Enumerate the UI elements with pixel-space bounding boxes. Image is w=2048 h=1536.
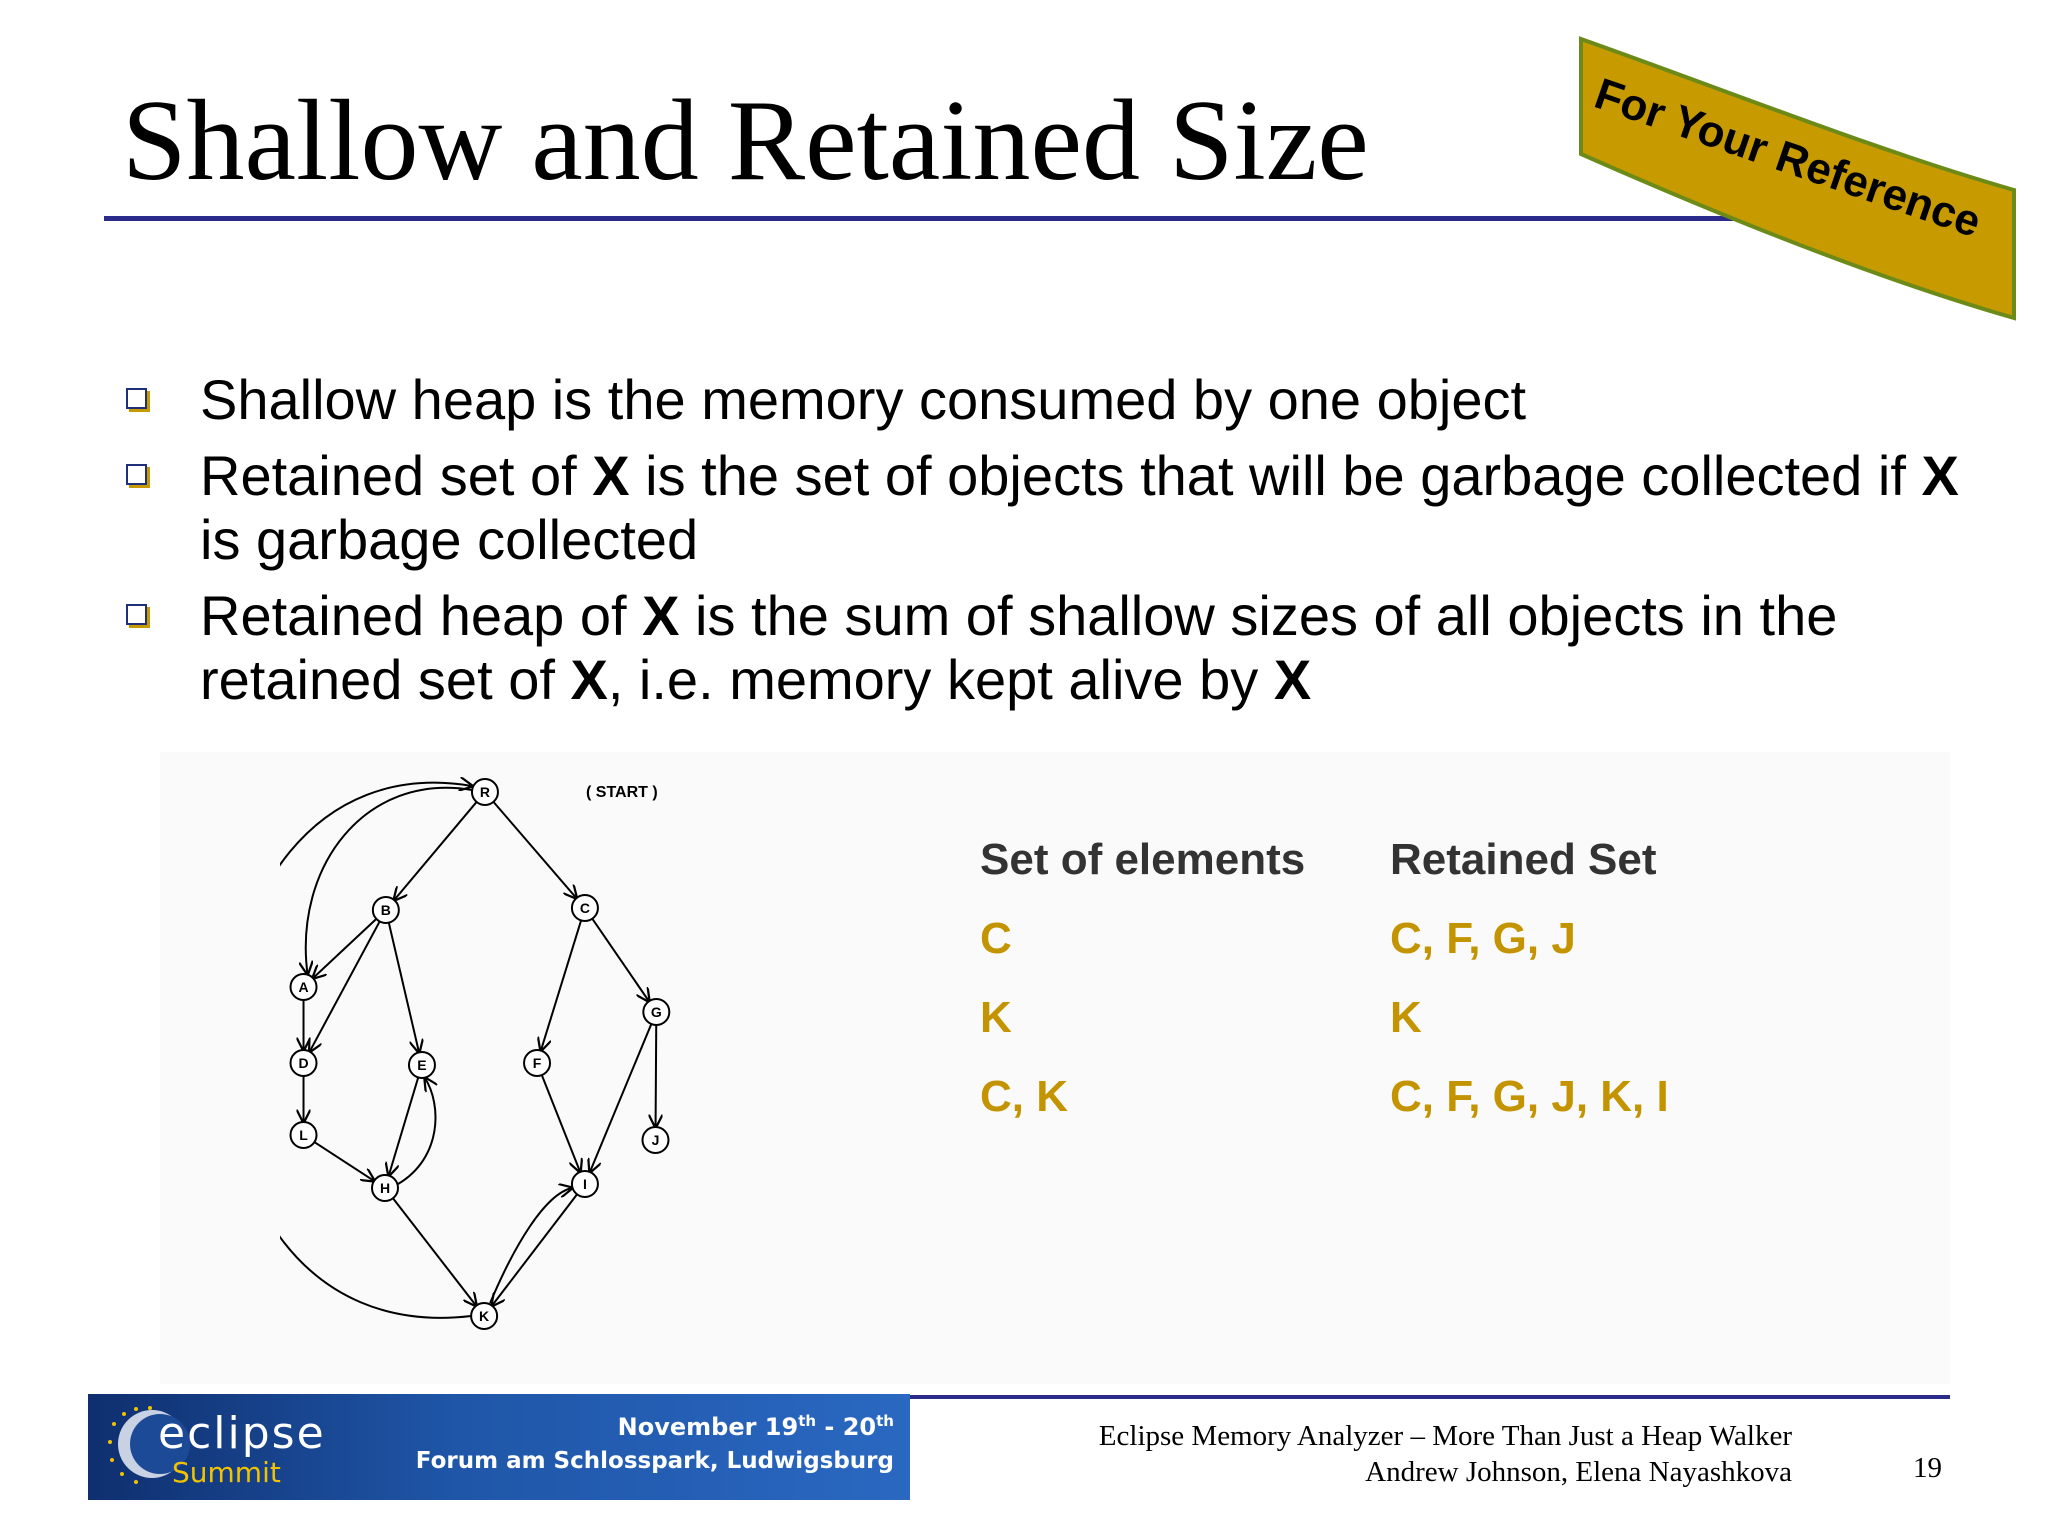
- bullet-text: Retained heap of: [200, 584, 643, 647]
- bullet-list: [120, 368, 2000, 724]
- graph-node-C: [572, 895, 598, 921]
- graph-node-label: F: [532, 1055, 542, 1071]
- graph-edge-K-I: [490, 1188, 572, 1303]
- graph-edge-E-H: [389, 1077, 418, 1175]
- start-label: ( START ): [586, 784, 658, 801]
- graph-edge-C-G: [592, 919, 649, 1002]
- for-your-reference-banner: [1578, 36, 2018, 322]
- bullet-item: [120, 444, 2000, 572]
- graph-edge-R-A: [306, 788, 472, 974]
- conference-date: November 19th - 20th: [617, 1412, 894, 1441]
- summit-wordmark: Summit: [172, 1456, 281, 1489]
- bullet-square-icon: [126, 604, 147, 625]
- graph-node-label: H: [379, 1180, 391, 1196]
- bullet-text: is the set of objects that will be garbage collected if: [629, 444, 1922, 507]
- graph-edge-R-C: [493, 802, 576, 898]
- eclipse-wordmark: eclipse: [158, 1408, 326, 1459]
- graph-node-label: D: [298, 1055, 309, 1071]
- table-cell-elements: K: [980, 992, 1012, 1042]
- graph-node-label: A: [298, 979, 309, 995]
- graph-node-label: J: [651, 1132, 660, 1148]
- bullet-item: [120, 368, 2000, 432]
- graph-node-F: [524, 1050, 550, 1076]
- graph-node-R: [472, 779, 498, 805]
- table-cell-retained: C, F, G, J, K, I: [1390, 1071, 1669, 1121]
- table-cell-elements: C: [980, 913, 1012, 963]
- graph-edge-H-K: [393, 1198, 476, 1305]
- talk-title: Eclipse Memory Analyzer – More Than Just a Heap Walker: [1098, 1420, 1792, 1452]
- graph-edge-F-I: [542, 1075, 580, 1172]
- graph-node-label: E: [417, 1057, 427, 1073]
- graph-edge-H-E: [398, 1078, 435, 1184]
- graph-node-K: [471, 1303, 497, 1329]
- bullet-text: is garbage collected: [200, 508, 699, 571]
- table-header-row: [980, 820, 1669, 899]
- graph-node-label: B: [380, 902, 391, 918]
- footer-credits: [1099, 1418, 1792, 1490]
- bullet-text: X: [592, 444, 630, 507]
- graph-node-label: I: [582, 1176, 587, 1192]
- graph-edge-R-B: [394, 802, 476, 900]
- table-cell-retained: K: [1390, 992, 1422, 1042]
- graph-edge-L-H: [314, 1142, 374, 1181]
- graph-node-E: [409, 1052, 435, 1078]
- banner-text: For Your Reference: [1588, 69, 1987, 248]
- graph-node-H: [372, 1175, 398, 1201]
- bullet-text: , i.e. memory kept alive by: [607, 648, 1274, 711]
- graph-node-label: L: [299, 1127, 308, 1143]
- graph-node-label: K: [479, 1308, 490, 1324]
- table-cell-retained: C, F, G, J: [1390, 913, 1576, 963]
- header-retained-set: Retained Set: [1390, 834, 1657, 884]
- graph-node-label: R: [479, 784, 491, 800]
- graph-node-B: [373, 897, 399, 923]
- bullet-text: X: [570, 648, 608, 711]
- authors: Andrew Johnson, Elena Nayashkova: [1365, 1456, 1792, 1488]
- bullet-text: is the sum of shallow sizes of all objects in the retained set of: [200, 584, 1838, 711]
- graph-edge-G-I: [590, 1024, 651, 1172]
- title-underline: [104, 216, 1794, 221]
- bullet-text: X: [642, 584, 680, 647]
- eclipse-summit-banner: [88, 1394, 910, 1500]
- bullet-text: X: [1273, 648, 1312, 711]
- slide-title: Shallow and Retained Size: [122, 77, 1369, 205]
- graph-node-label: G: [650, 1004, 662, 1020]
- footer-rule: [910, 1395, 1950, 1399]
- graph-node-L: [291, 1122, 317, 1148]
- graph-node-label: C: [579, 900, 590, 916]
- graph-node-A: [291, 974, 317, 1000]
- bullet-text: Shallow heap is the memory consumed by one object: [200, 368, 1527, 431]
- graph-node-D: [291, 1050, 317, 1076]
- table-cell-elements: C, K: [980, 1071, 1068, 1121]
- bullet-text: Retained set of: [200, 444, 593, 507]
- table-row: [980, 899, 1669, 978]
- object-graph: [280, 768, 700, 1344]
- header-set-of-elements: Set of elements: [980, 834, 1306, 884]
- bullet-text: X: [1921, 444, 1959, 507]
- table-row: [980, 978, 1669, 1057]
- conference-venue: Forum am Schlosspark, Ludwigsburg: [415, 1448, 894, 1474]
- table-row: [980, 1057, 1669, 1136]
- graph-edge-B-D: [310, 921, 380, 1051]
- graph-node-I: [572, 1171, 598, 1197]
- bullet-square-icon: [126, 464, 147, 485]
- page-number: 19: [1913, 1452, 1942, 1484]
- bullet-item: [120, 584, 2000, 712]
- graph-node-J: [642, 1127, 668, 1153]
- graph-edge-G-J: [656, 1025, 657, 1127]
- graph-edge-I-K: [492, 1194, 577, 1305]
- retained-set-table: [980, 820, 1669, 1136]
- graph-edge-B-E: [389, 923, 419, 1053]
- graph-edge-B-A: [313, 919, 376, 978]
- graph-edge-C-F: [541, 920, 581, 1050]
- graph-node-G: [643, 999, 669, 1025]
- bullet-square-icon: [126, 388, 147, 409]
